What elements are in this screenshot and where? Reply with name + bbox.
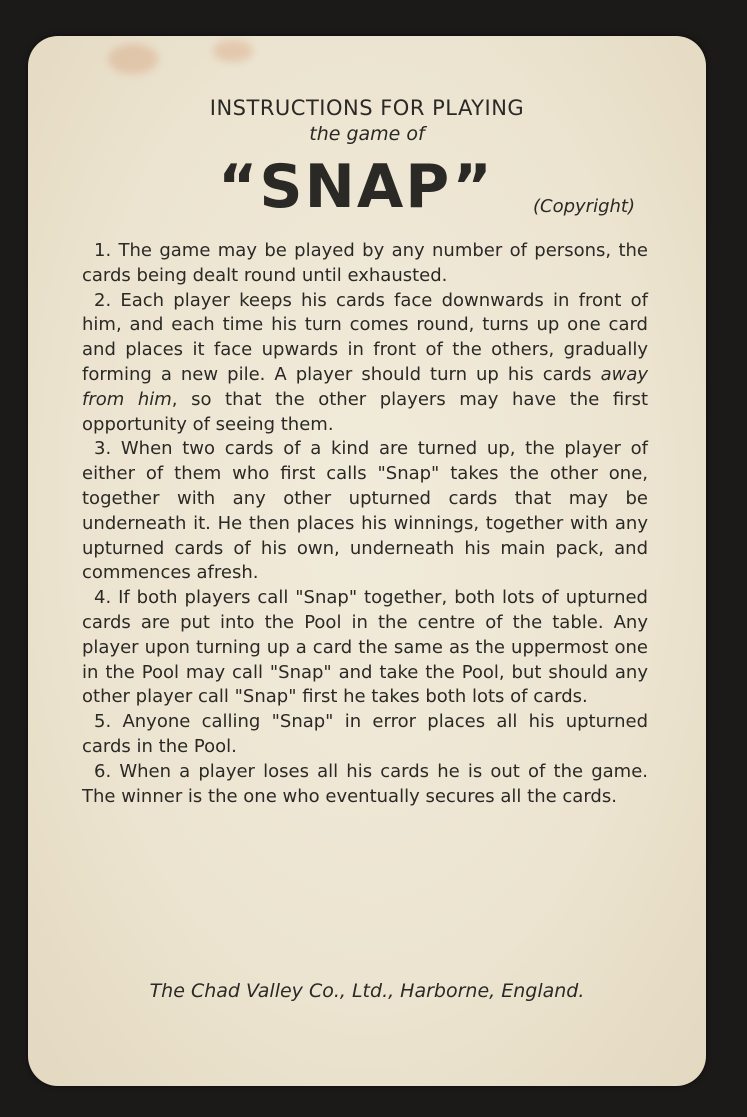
- game-title: “SNAP”: [218, 152, 494, 222]
- card-header: [28, 94, 706, 146]
- rules-body: [82, 239, 648, 809]
- rule-1: 1. The game may be played by any number of persons, the cards being dealt round until exhausted.: [82, 240, 648, 286]
- rule-6: 6. When a player loses all his cards he is out of the game. The winner is the one who eventually secures all the cards.: [82, 760, 648, 807]
- rule-5: 5. Anyone calling "Snap" in error places all his upturned cards in the Pool.: [82, 711, 648, 757]
- rule-2-emphasis: away from him: [82, 363, 648, 410]
- instruction-card: [28, 36, 706, 1086]
- copyright-note: (Copyright): [533, 196, 635, 217]
- rule-2: [82, 289, 648, 438]
- rule-3: 3. When two cards of a kind are turned up, the player of either of them who first calls "Snap" takes the other one, together with any other upturned cards that may be underneath it. He then places his winnings, together with any upturned cards of his own, underneath his main pack, and commences afresh.: [82, 438, 648, 584]
- stain-mark: [108, 44, 158, 74]
- stain-mark: [213, 40, 253, 62]
- heading-line-2: the game of: [309, 123, 425, 145]
- rule-2-text: 2. Each player keeps his cards face downwards in front of him, and each time his turn comes round, turns up one card and places it face upwards in front of the others, gradually forming a new pile. A player should turn up his cards: [82, 289, 648, 385]
- heading-line-1: INSTRUCTIONS FOR PLAYING: [209, 96, 525, 120]
- rule-2-text-end: , so that the other players may have the first opportunity of seeing them.: [82, 388, 649, 435]
- title-row: [28, 148, 706, 228]
- publisher-footer: The Chad Valley Co., Ltd., Harborne, England.: [149, 980, 585, 1002]
- rule-4: 4. If both players call "Snap" together, both lots of upturned cards are put into the Pool in the centre of the table. Any player upon turning up a card the same as the uppermost one in the Pool may call "Snap" and take the Pool, but should any other player call "Snap" first he takes both lots of cards.: [82, 587, 648, 708]
